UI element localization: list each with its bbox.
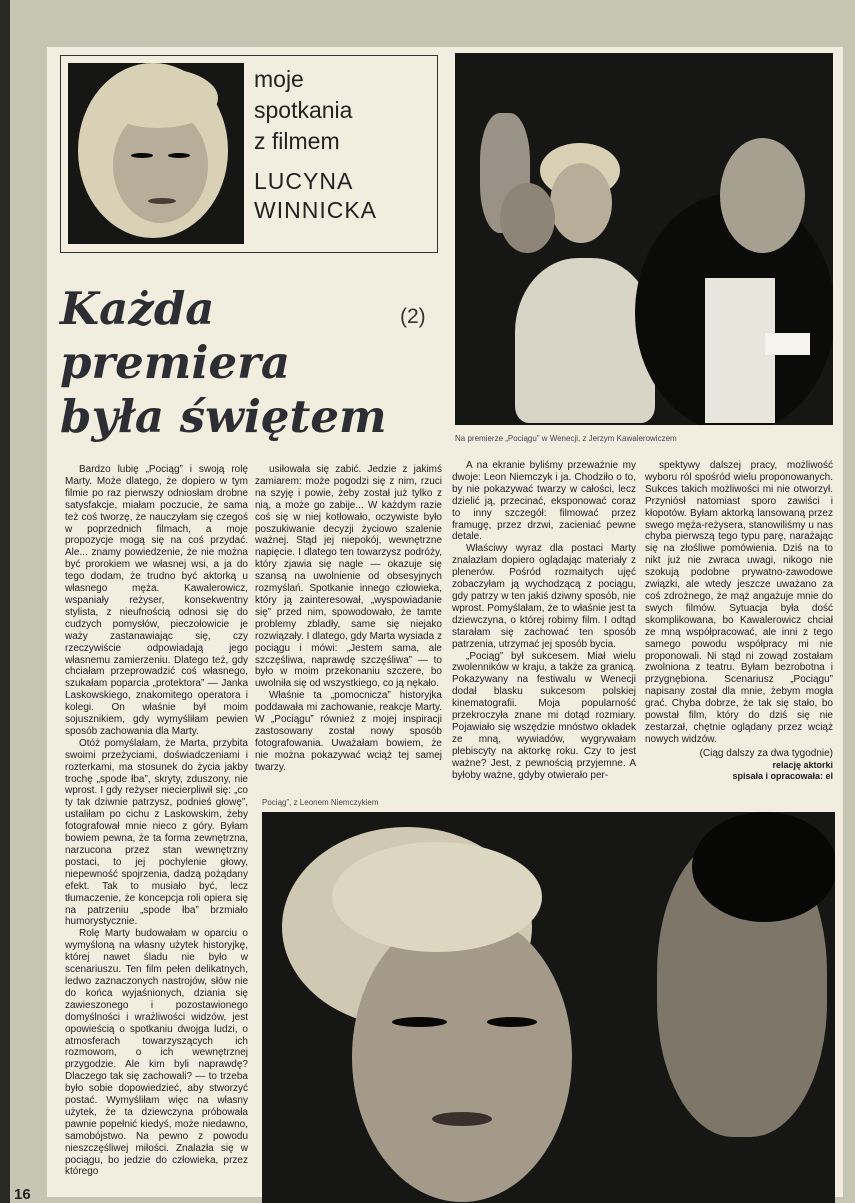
- top-photo-caption: Na premierze „Pociągu” w Wenecji, z Jerzym Kawalerowiczem: [455, 434, 677, 443]
- premiere-photo: [455, 53, 833, 425]
- text-column-3: [452, 460, 636, 795]
- bottom-photo-caption: Pociąg”, z Leonem Niemczykiem: [262, 798, 379, 807]
- paragraph: A na ekranie byliśmy przeważnie my dwoje: Leon Niemczyk i ja. Chodziło o to, by nie pokazywać twarzy w całości, lecz dzielić ją, przecinać, eksponować coraz to inny szczegół: filmować przez framugę, przez drzwi, zacieniać pewne detale.: [452, 460, 636, 543]
- text-column-1: [65, 464, 248, 1184]
- credit-line-1: relację aktorki: [772, 759, 833, 770]
- author-last-name: WINNICKA: [254, 197, 377, 223]
- series-title: [254, 64, 434, 225]
- author-first-name: LUCYNA: [254, 168, 354, 194]
- paragraph: Bardzo lubię „Pociąg” i swoją rolę Marty. Może dlatego, że dopiero w tym filmie po raz pierwszy odniosłam drobne satysfakcje, miałam poczucie, że sama też coś tworzę, że nauczyłam się czegoś w poprzednich filmach, a moje propozycje mogą się na coś przydać. Ale... znamy powiedzenie, że nie można być prorokiem we własnej wsi, a ja do tego dodam, że trudno być aktorką u własnego męża. Kawalerowicz, wspaniały reżyser, konsekwentny stylista, z nieufnością odnosi się do cudzych pomysłów, pieczołowicie je waży zastanawiając się, czy rzeczywiście odpowiadają jego własnemu zamierzeniu. Dlatego też, gdy chciałam przeprowadzić coś własnego, szukałam poparcia „protektora” — Janka Laskowskiego, znakomitego operatora i kolegi. On właśnie był moim sojusznikiem, gdy wymyśliłam pewien sposób zachowania dla Marty.: [65, 464, 248, 737]
- paragraph: usiłowała się zabić. Jedzie z jakimś zamiarem: może pogodzi się z nim, rzuci na szyję i powie, żeby został już tylko z nią, a może go zabije... W każdym razie coś się w niej kotłowało, oczywiste było poszukiwanie decyzji życiowo szalenie ważnej. Stąd jej niepokój, wewnętrzne napięcie. I dlatego ten towarzysz podróży, który zjawia się nagle — okazuje się szansą na uwolnienie od obsesyjnych rozmyślań. Spotkanie innego człowieka, który ją zainteresował, „wyspowiadanie się” przed nim, spowodowało, że tamte problemy zbladły, same się niejako rozwiązały. I dlatego, gdy Marta wysiada z pociągu i mówi: „Jestem sama, ale szczęśliwa, naprawdę szczęśliwa” — to było w moim przekonaniu szczere, bo uwolniła się od wszystkiego, co ją nękało.: [255, 464, 442, 690]
- page-number: 16: [14, 1186, 31, 1203]
- headline-line-1: Każda: [60, 282, 215, 335]
- article-headline: [60, 282, 440, 444]
- paragraph: Otóż pomyślałam, że Marta, przybita swoimi przeżyciami, doświadczeniami i rozterkami, ma stosunek do życia jakby trochę „spode łba”, skryty, zduszony, nie wprost. I gdy reżyser niecierpliwił się: „co ty tak dziwnie patrzysz, podnieś głowę”, ustaliłam po cichu z Laskowskim, żeby fotografował mnie nieco z góry. Byłam bowiem pewna, że ta forma zewnętrzna, narzucona przez stan wewnętrzny postaci, to jej pochylenie głowy, niepewność spojrzenia, dadzą pożądany efekt. Tak to musiało być, lecz tłumaczenie, że koncepcja roli opiera się na patrzeniu „spode łba” brzmiało humorystycznie.: [65, 737, 248, 928]
- credit-line-2: spisała i opracowała: el: [732, 770, 833, 781]
- author-name: [254, 167, 434, 225]
- headline-line-2: premiera: [60, 336, 291, 389]
- series-line-1: moje: [254, 66, 304, 92]
- paragraph: „Pociąg” był sukcesem. Miał wielu zwolenników w kraju, a także za granicą. Pokazywany na festiwalu w Wenecji dodał blasku sukcesom polskiej kinematografii. Moja popularność przekroczyła znane mi dotąd rozmiary. Pojawiało się wszędzie mnóstwo okładek ze mną, wywiadów, wygrywałam plebiscyty na aktorkę roku. Czy to jest ważne? Jest, z pewnością przyjemne. A byłoby ważne, gdyby otwierało per-: [452, 650, 636, 781]
- paragraph: spektywy dalszej pracy, możliwość wyboru ról spośród wielu proponowanych. Sukces takich możliwości mi nie otworzył. Przyniósł natomiast sporo zawiści i kłopotów. Byłam aktorką lansowaną przez swego męża-reżysera, stanowiliśmy u nas chyba pierwszą tego typu parę, narażając się na złośliwe pomówienia. Dziś na to nikt już nie zwraca uwagi, nikogo nie szokują podobne prywatno-zawodowe związki, ale wtedy jeszcze uważano za coś zdrożnego, że mąż angażuje mnie do swych filmów. Sytuacja była dość skomplikowana, bo Kawalerowicz chciał ze mną współpracować, ale inni z tego samego powodu współpracy mi nie proponowali. Ni stąd ni zowąd zostałam zwolniona z teatru. Byłam bezrobotna i przygnębiona. Scenariusz „Pociągu” napisany został dla mnie, żebym mogła grać. Chyba dobrze, że tak się stało, bo powstał film, który do dziś się nie zestarzał, chętnie oglądany przez wciąż nowych widzów.: [645, 460, 833, 745]
- author-portrait-photo: [68, 63, 244, 244]
- text-column-2: [255, 464, 442, 794]
- part-number: (2): [400, 305, 426, 328]
- paragraph: Właściwy wyraz dla postaci Marty znalazłam dopiero oglądając materiały z plenerów. Pośród rozmaitych ujęć zobaczyłam ją wychodzącą z pociągu, gdy patrzy w ten jakiś dziwny sposób, nie wprost. Pomyślałam, że to właśnie jest ta dziewczyna, o której robimy film. I odtąd starałam się zachować ten sposób patrzenia, utrzymać jej sposób bycia.: [452, 543, 636, 650]
- film-still-photo: [262, 812, 835, 1203]
- paragraph: Właśnie ta „pomocnicza” historyjka poddawała mi zachowanie, reakcje Marty. W „Pociągu” również z mojej inspiracji zastosowany został nowy sposób fotografowania. Uważałam bowiem, że nie można pokazywać wciąż tej samej twarzy.: [255, 690, 442, 773]
- page-spine-shadow: [0, 0, 10, 1203]
- continued-note: (Ciąg dalszy za dwa tygodnie): [699, 747, 833, 759]
- text-column-4: [645, 460, 833, 795]
- series-line-2: spotkania: [254, 97, 353, 123]
- headline-line-3: była świętem: [60, 390, 387, 443]
- series-line-3: z filmem: [254, 128, 340, 154]
- paragraph: Rolę Marty budowałam w oparciu o wymyśloną na własny użytek historyjkę, której nawet śladu nie było w scenariuszu. Ten film pełen delikatnych, ledwo zaznaczonych nastrojów, słów nie do końca wyjaśnionych, dziania się zawieszonego i pozostawionego domyślności i wrażliwości widzów, jest opowieścią o spotkaniu dwojga ludzi, o atmosferach towarzyszących ich rozmowom, o ich wewnętrznej przygodzie. Ale kim byli naprawdę? Dlaczego tak się zachowali? — to trzeba było sobie dopowiedzieć, aby stworzyć postać. Wymyśliłam więc na własny użytek, że ta dziewczyna próbowała pawnie popełnić kiedyś, może niedawno, samobójstwo. Na pewno z powodu nieszczęśliwej miłości. Znalazła się w pociągu, bo jedzie do człowieka, przez którego: [65, 928, 248, 1178]
